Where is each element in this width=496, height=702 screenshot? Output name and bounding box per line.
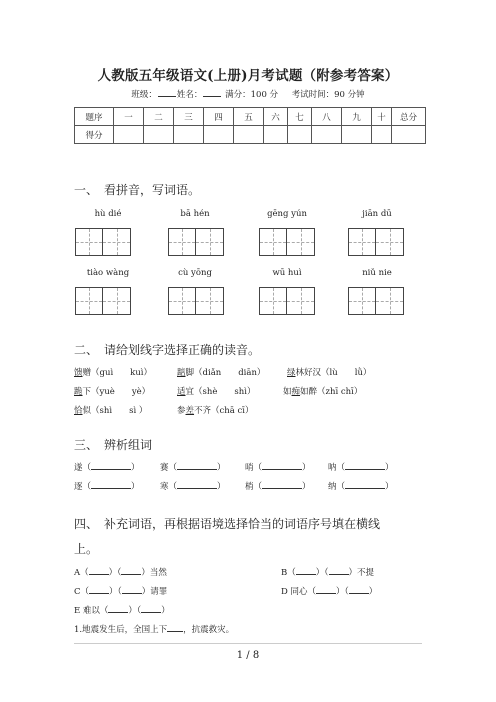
writing-grid[interactable] (75, 228, 131, 256)
table-cell: 四 (204, 108, 234, 126)
reading-item: 适宜（shè shì） (177, 387, 256, 397)
score-input-cell[interactable] (114, 126, 144, 144)
table-cell: 得分 (75, 126, 114, 144)
table-cell: 三 (174, 108, 204, 126)
writing-grid[interactable] (259, 287, 315, 315)
writing-grid[interactable] (348, 228, 404, 256)
name-blank (203, 88, 221, 97)
idiom-item-d[interactable]: D 同心（ ）（ ） (281, 587, 378, 597)
score-table (74, 107, 426, 144)
table-cell: 六 (264, 108, 288, 126)
reading-item: 踮脚（diǎn diān） (177, 368, 266, 378)
table-cell: 题序 (75, 108, 114, 126)
score-input-cell[interactable] (342, 126, 372, 144)
score-input-cell[interactable] (288, 126, 312, 144)
reading-item: 跪下（yuè yè） (74, 387, 151, 397)
exam-time: 考试时间：90 分钟 (291, 90, 365, 100)
word-group-item[interactable]: 赛（ ） (160, 463, 226, 473)
writing-grid[interactable] (348, 287, 404, 315)
writing-grid[interactable] (168, 287, 224, 315)
word-group-item[interactable]: 纳（ ） (328, 482, 394, 492)
pinyin-label: jiān dū (362, 209, 392, 219)
table-cell: 八 (312, 108, 342, 126)
section-2-heading: 二、 请给划线字选择正确的读音。 (74, 343, 261, 357)
word-group-item[interactable]: 遂（ ） (74, 463, 140, 473)
full-score: 满分：100 分 (225, 90, 279, 100)
reading-item: 如痴如醉（zhī chī） (283, 387, 363, 397)
score-input-cell[interactable] (204, 126, 234, 144)
class-label: 班级： (131, 90, 157, 100)
page-title: 人教版五年级语文(上册)月考试题（附参考答案） (97, 68, 399, 84)
score-table-header-row (75, 108, 426, 126)
score-input-cell[interactable] (234, 126, 264, 144)
idiom-item-b[interactable]: B（ ）（ ）不提 (281, 568, 375, 578)
score-input-cell[interactable] (312, 126, 342, 144)
score-input-cell[interactable] (174, 126, 204, 144)
writing-grid[interactable] (259, 228, 315, 256)
pinyin-label: niǔ nie (362, 268, 392, 278)
table-cell: 十 (372, 108, 392, 126)
score-input-cell[interactable] (392, 126, 426, 144)
table-cell: 七 (288, 108, 312, 126)
pinyin-label: tiào wàng (86, 268, 130, 278)
reading-item: 参差不齐（chā cī） (177, 406, 254, 416)
section-1-heading: 一、 看拼音，写词语。 (74, 183, 201, 197)
idiom-item-e[interactable]: E 难以（ ）（ ） (74, 606, 170, 616)
section-3-heading: 三、 辨析组词 (74, 438, 153, 452)
writing-grid[interactable] (168, 228, 224, 256)
table-cell: 二 (144, 108, 174, 126)
name-label: 姓名： (176, 90, 203, 100)
reading-item: 恰似（shì sì ） (74, 406, 148, 416)
score-table-score-row (75, 126, 426, 144)
question-1[interactable]: 1.地震发生后，全国上下 ，抗震救灾。 (74, 625, 235, 635)
table-cell: 九 (342, 108, 372, 126)
pinyin-label: bā hén (180, 209, 210, 219)
table-cell: 一 (114, 108, 144, 126)
idiom-item-a[interactable]: A（ ）（ ）当然 (74, 568, 167, 578)
word-group-item[interactable]: 梢（ ） (245, 482, 311, 492)
score-input-cell[interactable] (372, 126, 392, 144)
word-group-item[interactable]: 寒（ ） (160, 482, 226, 492)
writing-grid[interactable] (75, 287, 131, 315)
table-cell: 总分 (392, 108, 426, 126)
pinyin-label: gēng yún (267, 209, 307, 219)
class-blank (158, 88, 176, 97)
idiom-item-c[interactable]: C（ ）（ ）请罪 (74, 587, 168, 597)
reading-item: 绿林好汉（lù lǜ） (287, 368, 372, 378)
score-input-cell[interactable] (144, 126, 174, 144)
pinyin-label: hù dié (94, 209, 122, 219)
pinyin-label: cù yōng (178, 268, 212, 278)
page-number: 1 / 8 (236, 650, 260, 661)
table-cell: 五 (234, 108, 264, 126)
exam-info-line (0, 88, 496, 100)
reading-item: 馈赠（guì kuì） (74, 368, 153, 378)
score-input-cell[interactable] (264, 126, 288, 144)
word-group-item[interactable]: 哨（ ） (245, 463, 311, 473)
pinyin-label: wū huì (272, 268, 302, 278)
section-4-heading: 四、 补充词语，再根据语境选择恰当的词语序号填在横线 (74, 517, 381, 531)
word-group-item[interactable]: 呐（ ） (328, 463, 394, 473)
footer-divider (74, 643, 422, 644)
section-4-heading-cont: 上。 (74, 542, 99, 556)
word-group-item[interactable]: 逐（ ） (74, 482, 140, 492)
